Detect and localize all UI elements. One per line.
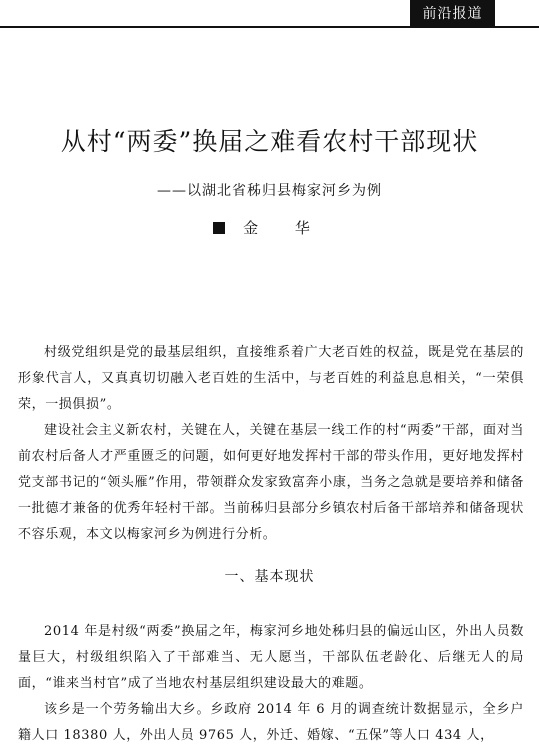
paragraph: 该乡是一个劳务输出大乡。乡政府 2014 年 6 月的调查统计数据显示，全乡户籍人口 18380 人，外出人员 9765 人，外迁、婚嫁、“五保”等人口 434 人，	[18, 702, 524, 743]
intro-body	[18, 340, 524, 548]
article-subtitle: ——以湖北省秭归县梅家河乡为例	[157, 183, 382, 199]
paragraph: 建设社会主义新农村，关键在人，关键在基层一线工作的村“两委”干部，面对当前农村后备人才严重匮乏的问题，如何更好地发挥村干部的带头作用，更好地发挥村党支部书记的“领头雁”作用，带领群众发家致富奔小康，当务之急就是要培养和储备一批德才兼备的优秀年轻村干部。当前秭归县部分乡镇农村后备干部培养和储备现状不容乐观，本文以梅家河乡为例进行分析。	[18, 423, 524, 542]
paragraph: 2014 年是村级“两委”换届之年，梅家河乡地处秭归县的偏远山区，外出人员数量巨大，村级组织陷入了干部难当、无人愿当，干部队伍老龄化、后继无人的局面，“谁来当村官”成了当地农村基层组织建设最大的难题。	[18, 624, 524, 691]
author-name: 金 华	[243, 219, 326, 237]
section-body	[18, 619, 524, 749]
author-line	[0, 217, 539, 239]
paragraph: 村级党组织是党的最基层组织，直接维系着广大老百姓的权益，既是党在基层的形象代言人，又真真切切融入老百姓的生活中，与老百姓的利益息息相关，“一荣俱荣，一损俱损”。	[18, 345, 524, 412]
square-bullet-icon	[213, 222, 225, 234]
article-title: 从村“两委”换届之难看农村干部现状	[60, 127, 479, 156]
section-heading: 一、基本现状	[224, 569, 315, 585]
section-tag: 前沿报道	[410, 0, 495, 28]
